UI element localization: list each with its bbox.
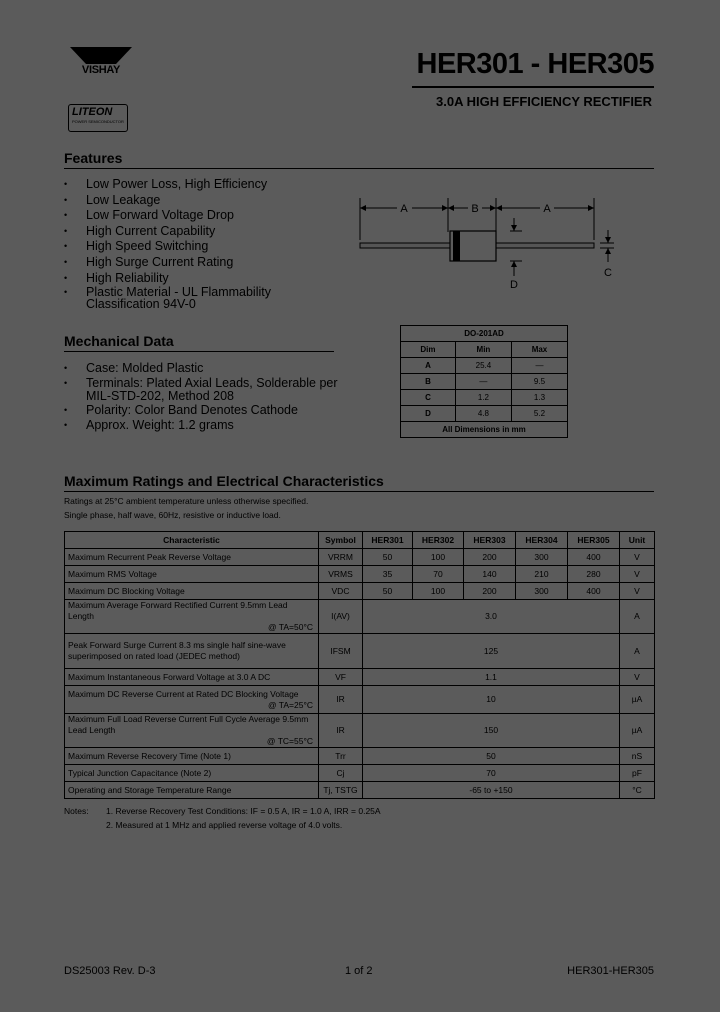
table-row [65,765,655,782]
value-cell: 70 [363,765,620,782]
value-cell: 70 [413,566,464,583]
table-row [401,406,568,422]
col-header: HER301 [363,532,413,549]
dim-cell: D [401,406,456,422]
list-item: • Terminals: Plated Axial Leads, Solderable per MIL-STD-202, Method 208 [64,377,339,403]
characteristic-cell: Operating and Storage Temperature Range [65,782,319,799]
value-cell: 100 [413,549,464,566]
symbol-cell: Cj [319,765,363,782]
dim-cell: — [455,374,511,390]
table-row [65,600,655,634]
mechanical-heading: Mechanical Data [64,333,174,349]
dim-cell: 1.3 [511,390,567,406]
characteristic-cell: Maximum Average Forward Rectified Current 9.5mm Lead Length @ TA=50°C [65,600,319,634]
value-cell: 140 [464,566,516,583]
characteristic-cell: Maximum DC Reverse Current at Rated DC Blocking Voltage @ TA=25°C [65,686,319,714]
unit-cell: A [620,634,655,669]
table-row [65,748,655,765]
title-rule [412,86,654,88]
notes-label: Notes: [64,806,89,816]
table-row [401,374,568,390]
dim-table-footer: All Dimensions in mm [401,422,568,438]
value-cell: -65 to +150 [363,782,620,799]
symbol-cell: Trr [319,748,363,765]
table-row [65,714,655,748]
footer-page-number: 1 of 2 [345,965,373,977]
liteon-logo-subtext: POWER SEMICONDUCTOR [72,119,124,124]
vishay-triangle-icon [70,47,132,64]
page-subtitle: 3.0A HIGH EFFICIENCY RECTIFIER [436,94,652,109]
symbol-cell: I(AV) [319,600,363,634]
package-outline-diagram [352,190,632,300]
symbol-cell: VRMS [319,566,363,583]
symbol-cell: Tj, TSTG [319,782,363,799]
ratings-table [64,531,655,799]
value-cell: 300 [516,549,568,566]
col-header: HER305 [568,532,620,549]
ratings-note: Ratings at 25°C ambient temperature unless otherwise specified. [64,496,309,506]
characteristic-cell: Maximum Reverse Recovery Time (Note 1) [65,748,319,765]
characteristic-cell: Maximum DC Blocking Voltage [65,583,319,600]
footer-doc-number: DS25003 Rev. D-3 [64,965,156,977]
list-item: • Polarity: Color Band Denotes Cathode [64,403,339,419]
symbol-cell: VRRM [319,549,363,566]
characteristic-cell: Peak Forward Surge Current 8.3 ms single half sine-wave superimposed on rated load (JEDEC method) [65,634,319,669]
dim-cell: A [401,358,456,374]
dim-table-title: DO-201AD [401,326,568,342]
unit-cell: µA [620,686,655,714]
cathode-band [453,231,460,261]
dim-cell: B [401,374,456,390]
table-row [65,669,655,686]
symbol-cell: VF [319,669,363,686]
value-cell: 210 [516,566,568,583]
dim-col-header: Dim [401,342,456,358]
dim-cell: C [401,390,456,406]
unit-cell: °C [620,782,655,799]
list-item: • Low Forward Voltage Drop [64,208,314,224]
dim-cell: 4.8 [455,406,511,422]
liteon-logo-text: LITEON [72,106,113,118]
symbol-cell: VDC [319,583,363,600]
table-row [65,634,655,669]
dim-label-a: A [400,203,408,215]
col-header: HER303 [464,532,516,549]
dim-label-a: A [543,203,551,215]
value-cell: 400 [568,549,620,566]
dim-cell: 25.4 [455,358,511,374]
features-list [64,177,314,310]
col-header: Characteristic [65,532,319,549]
unit-cell: V [620,549,655,566]
note-2: 2. Measured at 1 MHz and applied reverse voltage of 4.0 volts. [106,820,343,830]
dim-label-d: D [510,279,518,291]
unit-cell: V [620,583,655,600]
value-cell: 50 [363,549,413,566]
table-row [65,566,655,583]
characteristic-cell: Maximum Full Load Reverse Current Full Cycle Average 9.5mm Lead Length @ TC=55°C [65,714,319,748]
value-cell: 50 [363,583,413,600]
dim-cell: 5.2 [511,406,567,422]
dim-cell: — [511,358,567,374]
dim-cell: 9.5 [511,374,567,390]
characteristic-cell: Maximum Instantaneous Forward Voltage at 3.0 A DC [65,669,319,686]
page-title: HER301 - HER305 [416,48,654,80]
symbol-cell: IR [319,714,363,748]
col-header: HER304 [516,532,568,549]
table-row [401,390,568,406]
characteristic-cell: Maximum RMS Voltage [65,566,319,583]
list-item: • Plastic Material - UL Flammability Classification 94V-0 [64,286,286,310]
value-cell: 280 [568,566,620,583]
table-header-row [65,532,655,549]
value-cell: 200 [464,549,516,566]
list-item: • Low Leakage [64,193,314,209]
vishay-logo-text: VISHAY [81,64,121,76]
mechanical-list [64,361,339,434]
symbol-cell: IR [319,686,363,714]
dim-cell: 1.2 [455,390,511,406]
dimension-table [400,325,568,438]
value-cell: 200 [464,583,516,600]
characteristic-cell: Maximum Recurrent Peak Reverse Voltage [65,549,319,566]
col-header: Symbol [319,532,363,549]
value-cell: 150 [363,714,620,748]
list-item: • High Current Capability [64,224,314,240]
dim-label-c: C [604,267,612,279]
ratings-heading: Maximum Ratings and Electrical Characteristics [64,473,384,489]
table-row [65,686,655,714]
unit-cell: V [620,669,655,686]
value-cell: 10 [363,686,620,714]
features-rule [64,168,654,169]
table-row [401,358,568,374]
dim-label-b: B [471,203,479,215]
table-row [65,782,655,799]
unit-cell: µA [620,714,655,748]
ratings-rule [64,491,654,492]
value-cell: 3.0 [363,600,620,634]
value-cell: 100 [413,583,464,600]
unit-cell: A [620,600,655,634]
list-item: • High Reliability [64,271,314,287]
unit-cell: V [620,566,655,583]
list-item: • High Surge Current Rating [64,255,314,271]
value-cell: 50 [363,748,620,765]
list-item: • High Speed Switching [64,239,314,255]
liteon-logo [68,104,128,132]
value-cell: 300 [516,583,568,600]
symbol-cell: IFSM [319,634,363,669]
value-cell: 35 [363,566,413,583]
value-cell: 400 [568,583,620,600]
list-item: • Low Power Loss, High Efficiency [64,177,314,193]
unit-cell: nS [620,748,655,765]
list-item: • Approx. Weight: 1.2 grams [64,418,339,434]
table-row [65,583,655,600]
col-header: Unit [620,532,655,549]
note-1: 1. Reverse Recovery Test Conditions: IF = 0.5 A, IR = 1.0 A, IRR = 0.25A [106,806,381,816]
dim-col-header: Max [511,342,567,358]
unit-cell: pF [620,765,655,782]
characteristic-cell: Typical Junction Capacitance (Note 2) [65,765,319,782]
value-cell: 125 [363,634,620,669]
ratings-note: Single phase, half wave, 60Hz, resistive or inductive load. [64,510,281,520]
table-row [65,549,655,566]
features-heading: Features [64,150,123,166]
value-cell: 1.1 [363,669,620,686]
footer-part-number: HER301-HER305 [567,965,654,977]
dim-col-header: Min [455,342,511,358]
col-header: HER302 [413,532,464,549]
list-item: • Case: Molded Plastic [64,361,339,377]
mechanical-rule [64,351,334,352]
